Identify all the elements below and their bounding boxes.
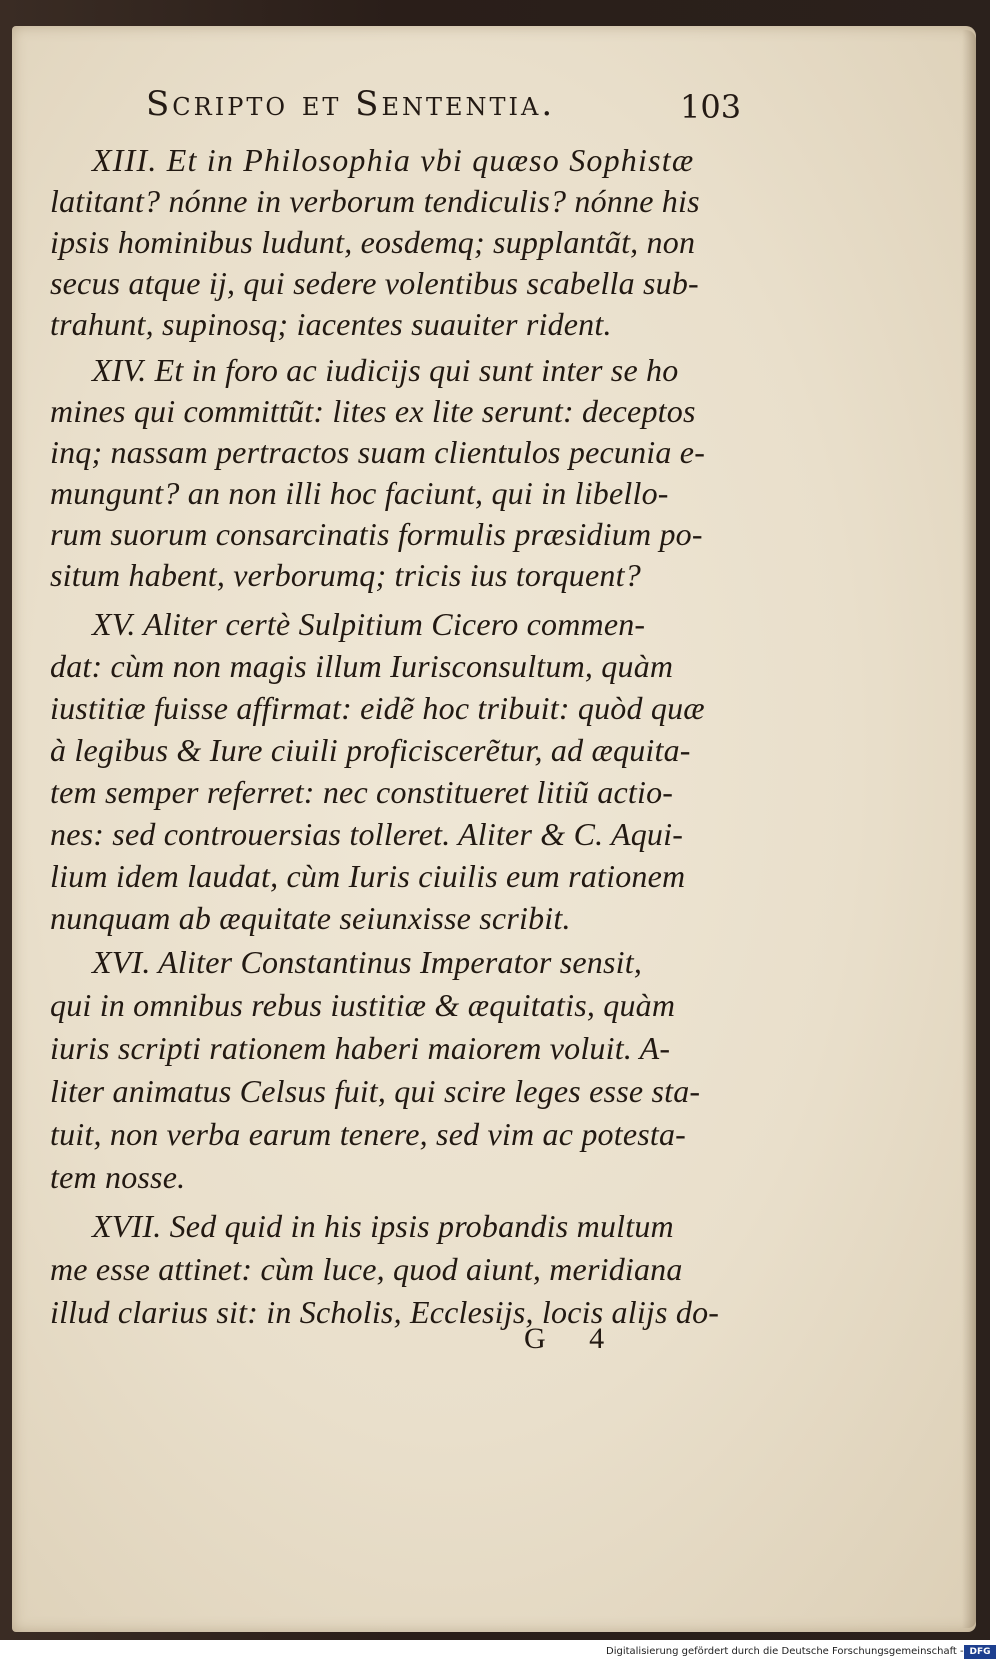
text-line: à legibus & Iure ciuili proficiscerẽtur, ad æquita- [50, 732, 691, 768]
text-line: secus atque ij, qui sedere volentibus scabella sub- [50, 265, 699, 301]
text-line: XVI. Aliter Constantinus Imperator sensit, [92, 944, 643, 980]
text-line: me esse attinet: cùm luce, quod aiunt, meridiana [50, 1251, 683, 1287]
dfg-logo: DFG [964, 1645, 996, 1659]
text-line: rum suorum consarcinatis formulis præsidium po- [50, 516, 703, 552]
text-line: illud clarius sit: in Scholis, Ecclesijs, locis alijs do- [50, 1294, 720, 1330]
text-line: mines qui committũt: lites ex lite serunt: deceptos [50, 393, 696, 429]
text-line: XIV. Et in foro ac iudicijs qui sunt inter se ho [92, 352, 679, 388]
text-line: nunquam ab æquitate seiunxisse scribit. [50, 900, 571, 936]
digitization-credit: Digitalisierung gefördert durch die Deutsche Forschungsgemeinschaft - [606, 1646, 964, 1657]
text-line: iustitiæ fuisse affirmat: eidẽ hoc tribuit: quòd quæ [50, 690, 705, 726]
text-line: ipsis hominibus ludunt, eosdemq; supplantãt, non [50, 224, 696, 260]
text-line: latitant? nónne in verborum tendiculis? nónne his [50, 183, 700, 219]
text-line: mungunt? an non illi hoc faciunt, qui in libello- [50, 475, 669, 511]
text-line: liter animatus Celsus fuit, qui scire leges esse sta- [50, 1073, 701, 1109]
text-line: dat: cùm non magis illum Iurisconsultum, quàm [50, 648, 674, 684]
page-number: 103 [680, 88, 742, 126]
text-line: situm habent, verborumq; tricis ius torquent? [50, 557, 641, 593]
text-line: nes: sed controuersias tolleret. Aliter & C. Aqui- [50, 816, 684, 852]
text-line: XVII. Sed quid in his ipsis probandis multum [92, 1208, 674, 1244]
text-line: XV. Aliter certè Sulpitium Cicero commen- [92, 606, 646, 642]
text-line: XIII. Et in Philosophia vbi quæso Sophistæ [92, 142, 695, 178]
signature-mark: G 4 [524, 1322, 623, 1355]
text-line: qui in omnibus rebus iustitiæ & æquitatis, quàm [50, 987, 676, 1023]
text-line: tem nosse. [50, 1159, 186, 1195]
text-line: tem semper referret: nec constitueret litiũ actio- [50, 774, 674, 810]
text-line: inq; nassam pertractos suam clientulos pecunia e- [50, 434, 706, 470]
text-line: lium idem laudat, cùm Iuris ciuilis eum rationem [50, 858, 686, 894]
text-line: iuris scripti rationem haberi maiorem voluit. A- [50, 1030, 671, 1066]
page-edge-shadow [962, 30, 976, 1628]
text-line: trahunt, supinosq; iacentes suauiter rident. [50, 306, 612, 342]
running-head: Scripto et Sententia. [146, 84, 556, 124]
text-line: tuit, non verba earum tenere, sed vim ac potesta- [50, 1116, 687, 1152]
